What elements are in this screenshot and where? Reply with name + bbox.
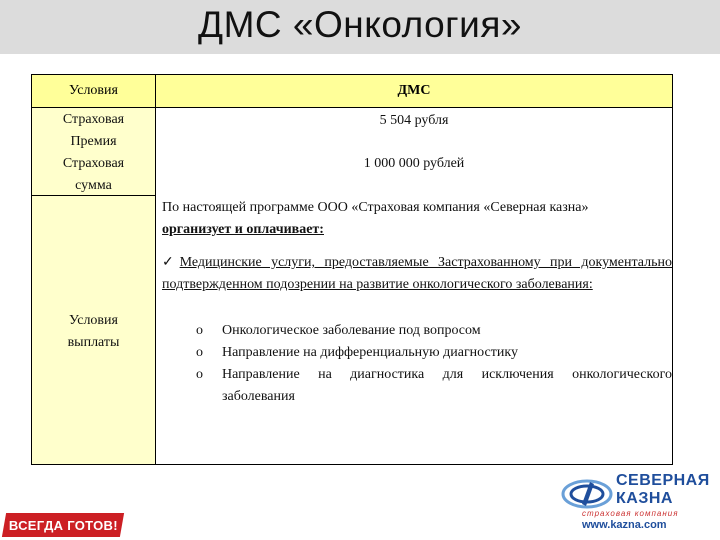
list-item-text: Направление на диагностика для исключения онкологического заболевания <box>222 367 672 404</box>
list-item <box>196 320 672 342</box>
logo-emblem-icon <box>560 474 614 514</box>
list-item-text: Направление на дифференциальную диагностику <box>222 345 518 360</box>
logo-url[interactable]: www.kazna.com <box>582 519 667 531</box>
bullet-marker: o <box>196 345 203 360</box>
left-border <box>31 108 32 465</box>
header-conditions <box>31 74 156 108</box>
payment-conditions-label: Условия выплаты <box>67 313 120 350</box>
page-title: ДМС «Онкология» <box>198 4 522 45</box>
medical-services-text: Медицинские услуги, предоставляемые Застрахованному при документально подтвержденном подозрении на развитие онкологического заболевания: <box>162 255 672 292</box>
slogan-badge-text: ВСЕГДА ГОТОВ! <box>8 517 118 533</box>
program-intro-emphasis: организует и оплачивает: <box>162 222 324 237</box>
list-item-text: Онкологическое заболевание под вопросом <box>222 323 481 338</box>
logo-line2: КАЗНА <box>616 490 673 507</box>
logo-line1: СЕВЕРНАЯ <box>616 472 710 489</box>
right-border <box>672 108 673 465</box>
bullet-marker: o <box>196 323 203 338</box>
bullet-marker: o <box>196 367 203 382</box>
header-conditions-label: Условия <box>69 83 118 98</box>
header-dms <box>155 74 673 108</box>
header-dms-label: ДМС <box>397 83 431 98</box>
sum-insured-value: 1 000 000 рублей <box>363 156 465 171</box>
program-intro <box>162 197 672 241</box>
medical-services <box>162 252 672 296</box>
slogan-badge <box>2 513 124 537</box>
premium-value: 5 504 рубля <box>379 113 449 128</box>
logo-tagline: страховая компания <box>582 509 679 518</box>
bottom-border <box>31 464 673 465</box>
diagnosis-list <box>196 320 672 408</box>
premium-label: Страховая Премия <box>62 112 125 149</box>
company-logo <box>560 470 710 534</box>
sum-insured-label: Страховая сумма <box>62 156 125 193</box>
list-item <box>196 342 672 364</box>
check-icon: ✓ <box>162 255 180 270</box>
program-intro-text: По настоящей программе ООО «Страховая компания «Северная казна» <box>162 200 589 215</box>
list-item <box>196 364 672 408</box>
